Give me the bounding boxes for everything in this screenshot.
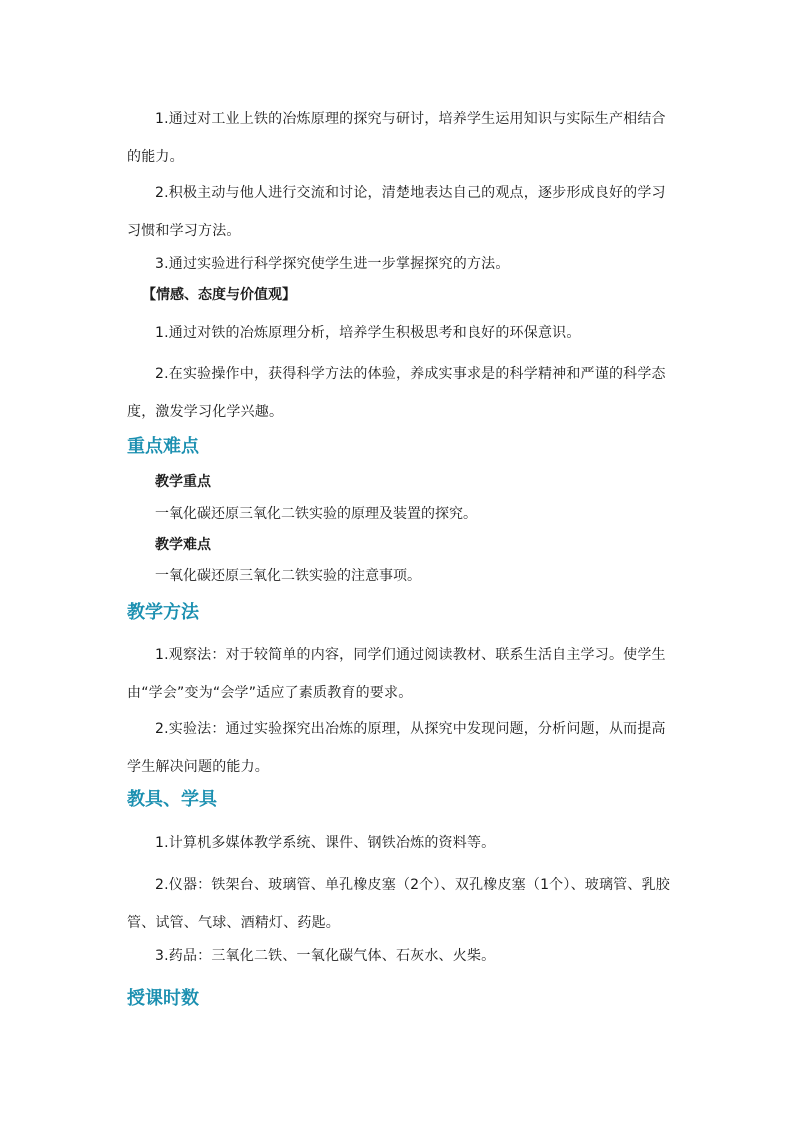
emotion-item-1: 1.通过对铁的冶炼原理分析，培养学生积极思考和良好的环保意识。 [155,325,581,341]
difficulty-label: 教学难点 [155,537,211,553]
difficulty-text: 一氧化碳还原三氧化二铁实验的注意事项。 [155,568,421,584]
skills-item-3: 3.通过实验进行科学探究使学生进一步掌握探究的方法。 [155,256,510,272]
tools-item-1: 1.计算机多媒体教学系统、课件、钢铁冶炼的资料等。 [155,835,496,851]
tools-item-2: 2.仪器：铁架台、玻璃管、单孔橡皮塞（2个）、双孔橡皮塞（1个）、玻璃管、乳胶管、试管、气球、酒精灯、药匙。 [127,877,670,931]
focus-label: 教学重点 [155,474,211,490]
tools-item-3: 3.药品：三氧化二铁、一氧化碳气体、石灰水、火柴。 [155,948,496,964]
methods-item-1: 1.观察法：对于较简单的内容，同学们通过阅读教材、联系生活自主学习。使学生由“学会”变为“会学”适应了素质教育的要求。 [127,647,666,701]
focus-text: 一氧化碳还原三氧化二铁实验的原理及装置的探究。 [155,506,477,522]
key-points-heading: 重点难点 [127,436,199,457]
emotion-title: 【情感、态度与价值观】 [142,287,296,303]
emotion-item-2: 2.在实验操作中，获得科学方法的体验，养成实事求是的科学精神和严谨的科学态度，激发学习化学兴趣。 [127,366,666,420]
tools-heading: 教具、学具 [127,789,217,810]
methods-item-2: 2.实验法：通过实验探究出冶炼的原理，从探究中发现问题，分析问题，从而提高学生解决问题的能力。 [127,721,666,775]
skills-item-1: 1.通过对工业上铁的冶炼原理的探究与研讨，培养学生运用知识与实际生产相结合的能力。 [127,111,666,165]
skills-item-2: 2.积极主动与他人进行交流和讨论，清楚地表达自己的观点，逐步形成良好的学习习惯和学习方法。 [127,185,666,239]
methods-heading: 教学方法 [127,602,199,623]
hours-heading: 授课时数 [127,988,199,1009]
